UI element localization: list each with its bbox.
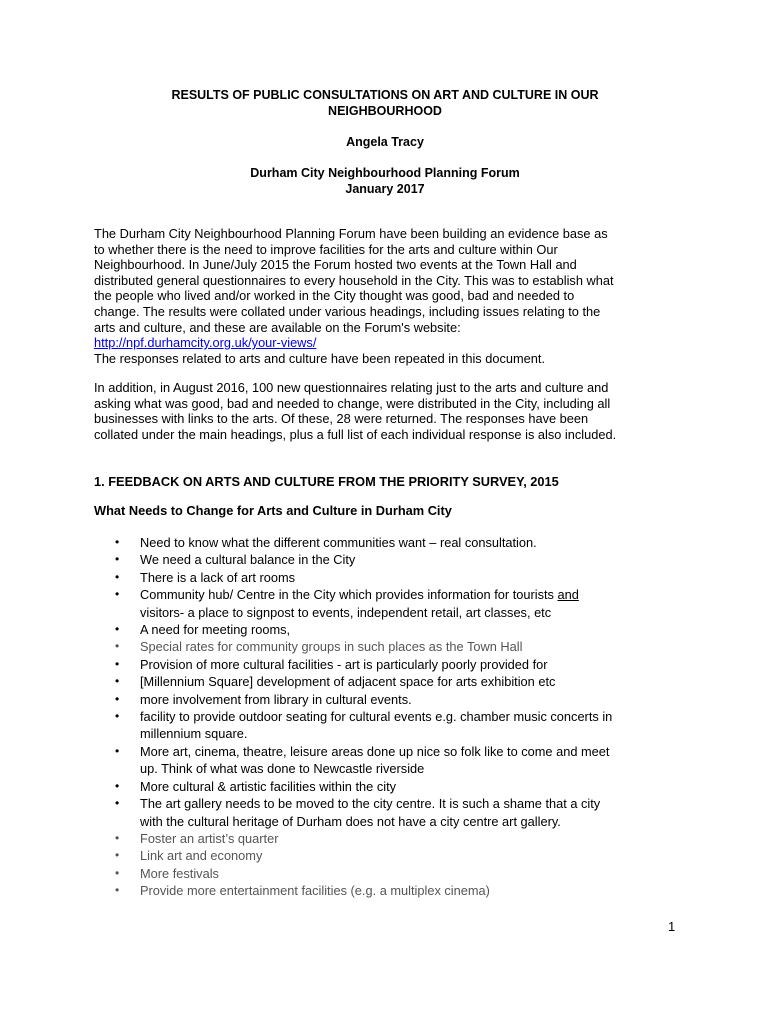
bullet-icon: • [115,535,120,549]
p2-line: collated under the main headings, plus a full list of each individual response is also included. [94,426,617,442]
bullet-icon: • [115,656,120,671]
bullet-icon: • [115,796,120,811]
bullet-icon: • [115,587,120,602]
list-item: • More festivals [115,865,219,881]
bullet-icon: • [115,552,120,567]
section-heading: 1. FEEDBACK ON ARTS AND CULTURE FROM THE PRIORITY SURVEY, 2015 [94,474,559,489]
title-line-2: NEIGHBOURHOOD [328,104,442,118]
list-item: • We need a cultural balance in the City [115,552,356,568]
organisation-block [0,165,770,197]
p1-line: Neighbourhood. In June/July 2015 the Forum hosted two events at the Town Hall and [94,257,577,273]
bullet-icon: • [115,709,120,724]
p1-closing-line: The responses related to arts and culture have been repeated in this document. [94,350,546,366]
forum-website-link[interactable]: http://npf.durhamcity.org.uk/your-views/ [94,335,317,351]
p1-line: to whether there is the need to improve facilities for the arts and culture within Our [94,241,558,257]
organisation-name: Durham City Neighbourhood Planning Forum [250,166,520,180]
bullet-icon: • [115,691,120,706]
bullet-icon: • [115,778,120,793]
second-paragraph [94,380,684,442]
p1-line: change. The results were collated under various headings, including issues relating to the [94,303,601,319]
list-item: • Provision of more cultural facilities - art is particularly poorly provided for [115,656,548,672]
bullet-icon: • [115,865,120,880]
document-title [0,87,770,119]
bullet-icon: • [115,743,120,758]
list-item: • [Millennium Square] development of adjacent space for arts exhibition etc [115,674,556,690]
list-item: • Provide more entertainment facilities (e.g. a multiplex cinema) [115,883,490,899]
list-item: • Need to know what the different communities want – real consultation. [115,535,537,550]
list-item: • Link art and economy [115,848,263,864]
document-date: January 2017 [345,182,425,196]
bullet-icon: • [115,883,120,898]
author-name: Angela Tracy [346,135,424,149]
bullet-icon: • [115,848,120,863]
p2-line: In addition, in August 2016, 100 new questionnaires relating just to the arts and culture and [94,380,609,395]
bullet-icon: • [115,622,120,637]
list-item: • Foster an artist’s quarter [115,830,279,846]
page-number: 1 [668,919,676,934]
feedback-list [94,534,694,900]
bullet-icon: • [115,639,120,654]
bullet-icon: • [115,569,120,584]
list-item: • Community hub/ Centre in the City which provides information for tourists and visitors- a place to signpost to events, independent retail, art classes, etc [115,587,579,620]
list-item: • facility to provide outdoor seating for cultural events e.g. chamber music concerts in millennium square. [115,709,613,742]
list-item: • The art gallery needs to be moved to the city centre. It is such a shame that a city with the cultural heritage of Durham does not have a city centre art gallery. [115,796,601,829]
title-line-1: RESULTS OF PUBLIC CONSULTATIONS ON ART AND CULTURE IN OUR [171,88,599,102]
bullet-icon: • [115,674,120,689]
sub-heading: What Needs to Change for Arts and Culture in Durham City [94,503,452,518]
list-item: • More art, cinema, theatre, leisure areas done up nice so folk like to come and meet up. Think of what was done to Newcastle riverside [115,743,610,777]
list-item: • Special rates for community groups in such places as the Town Hall [115,639,523,655]
p1-line: The Durham City Neighbourhood Planning Forum have been building an evidence base as [94,226,608,241]
list-item: • There is a lack of art rooms [115,569,296,585]
intro-paragraph [94,226,684,366]
list-item: • more involvement from library in cultural events. [115,691,412,707]
p1-line: the people who lived and/or worked in the City thought was good, bad and needed to [94,288,575,304]
list-item: • More cultural & artistic facilities within the city [115,778,397,794]
p1-line: arts and culture, and these are available on the Forum's website: [94,319,461,335]
p2-line: asking what was good, bad and needed to change, were distributed in the City, including all [94,395,611,411]
p2-line: businesses with links to the arts. Of these, 28 were returned. The responses have been [94,411,589,427]
bullet-icon: • [115,830,120,845]
list-item: • A need for meeting rooms, [115,622,291,638]
p1-line: distributed general questionnaires to every household in the City. This was to establish what [94,272,614,288]
